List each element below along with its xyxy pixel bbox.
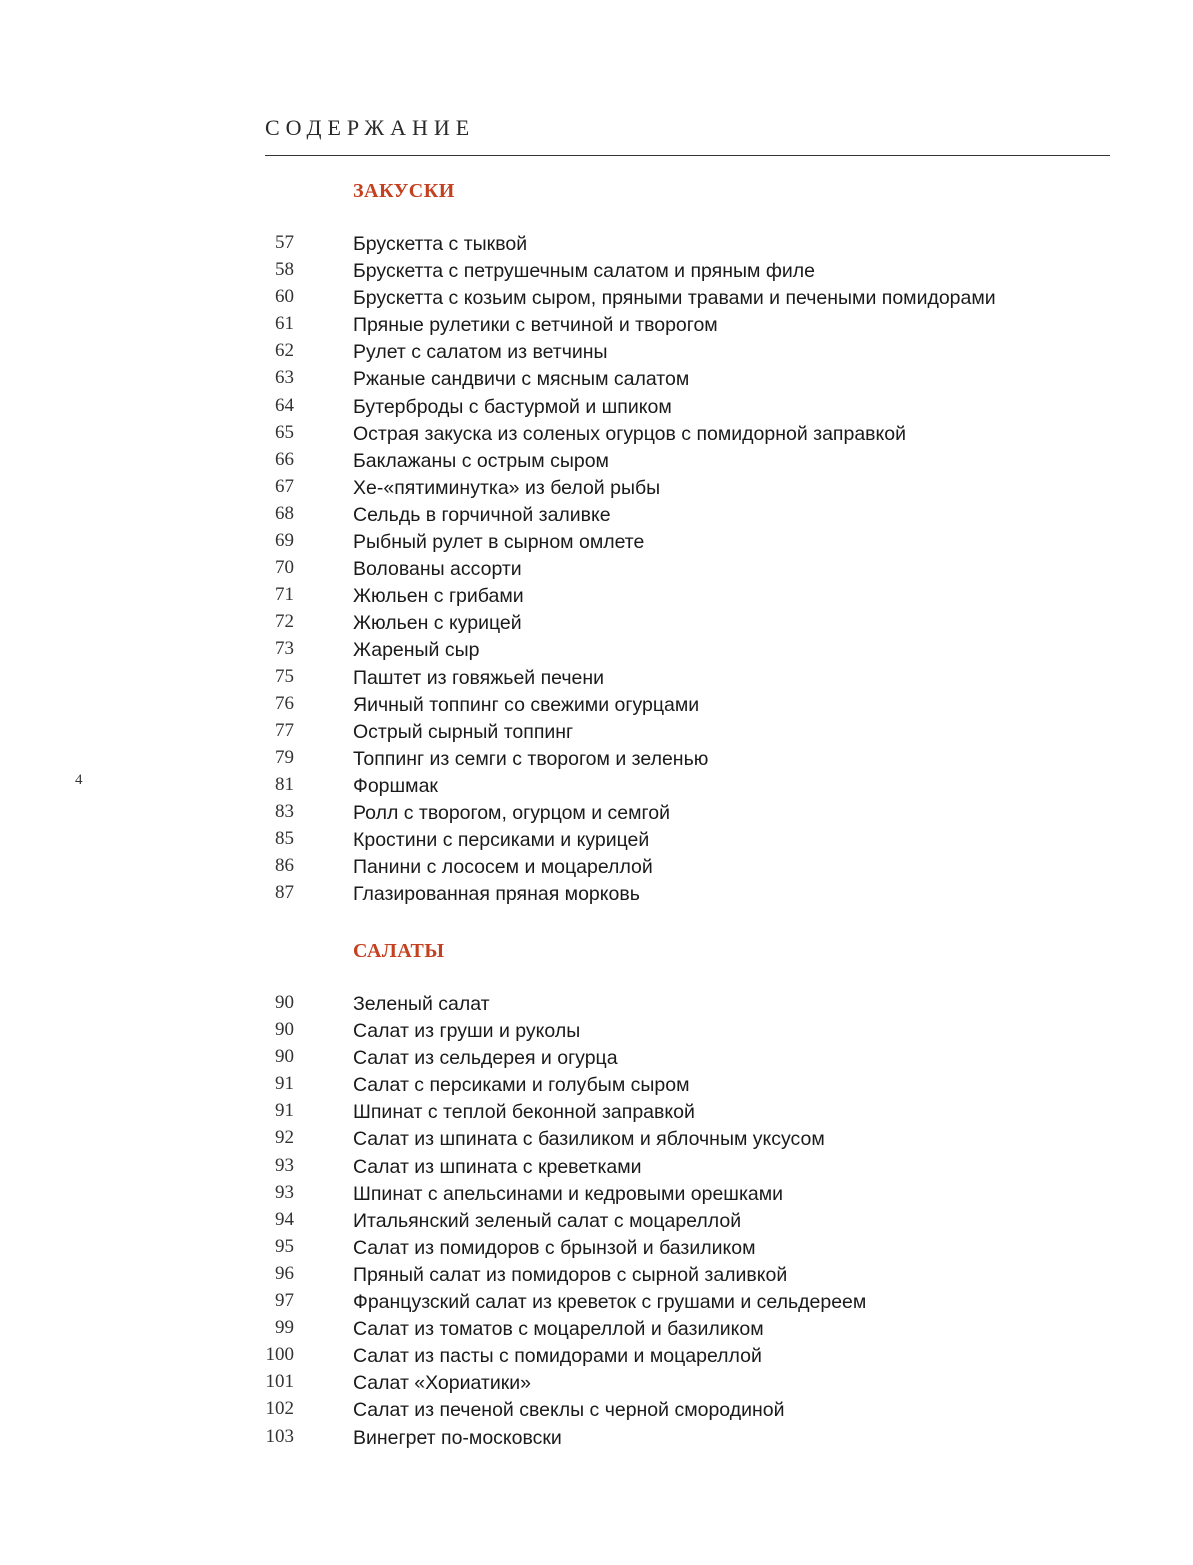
toc-page-number: 100 <box>265 1344 294 1366</box>
toc-entry-title: Салат из помидоров с брынзой и базиликом <box>353 1236 756 1259</box>
toc-page-number: 93 <box>275 1181 294 1203</box>
toc-entry-title: Форшмак <box>353 774 438 797</box>
toc-page-number: 69 <box>275 530 294 552</box>
toc-entry-title: Рыбный рулет в сырном омлете <box>353 531 645 554</box>
toc-page-number: 75 <box>275 665 294 687</box>
toc-page-number: 79 <box>275 746 294 768</box>
toc-entry-title: Салат «Хориатики» <box>353 1372 532 1395</box>
toc-entry-title: Яичный топпинг со свежими огурцами <box>353 693 700 716</box>
toc-entry[interactable] <box>0 286 1193 313</box>
toc-entry[interactable] <box>0 340 1193 367</box>
toc-entry-title: Шпинат с апельсинами и кедровыми орешками <box>353 1182 784 1205</box>
page-title: СОДЕРЖАНИЕ <box>265 115 476 140</box>
toc-entry[interactable] <box>0 259 1193 286</box>
toc-entry[interactable] <box>0 747 1193 774</box>
section-heading: ЗАКУСКИ <box>353 180 455 202</box>
toc-page-number: 103 <box>265 1425 294 1447</box>
toc-entry-title: Салат из груши и руколы <box>353 1020 581 1043</box>
toc-page-number: 70 <box>275 557 294 579</box>
toc-page-number: 67 <box>275 475 294 497</box>
toc-page-number: 87 <box>275 882 294 904</box>
toc-entry[interactable] <box>0 1046 1193 1073</box>
toc-entry-title: Глазированная пряная морковь <box>353 883 640 906</box>
toc-entry[interactable] <box>0 449 1193 476</box>
toc-entry[interactable] <box>0 1290 1193 1317</box>
toc-page-number: 83 <box>275 800 294 822</box>
toc-entry[interactable] <box>0 1263 1193 1290</box>
toc-entry[interactable] <box>0 1344 1193 1371</box>
toc-page-number: 99 <box>275 1317 294 1339</box>
toc-page-number: 97 <box>275 1290 294 1312</box>
toc-list <box>0 992 1193 1453</box>
toc-entry-title: Итальянский зеленый салат с моцареллой <box>353 1209 742 1232</box>
toc-page-number: 62 <box>275 340 294 362</box>
toc-page-number: 86 <box>275 855 294 877</box>
toc-page-number: 61 <box>275 313 294 335</box>
toc-page-number: 63 <box>275 367 294 389</box>
toc-entry[interactable] <box>0 1209 1193 1236</box>
toc-page-number: 64 <box>275 394 294 416</box>
toc-entry-title: Бутерброды с бастурмой и шпиком <box>353 395 672 418</box>
toc-entry-title: Ржаные сандвичи с мясным салатом <box>353 368 690 391</box>
toc-entry-title: Брускетта с козьим сыром, пряными травами и печеными помидорами <box>353 287 996 310</box>
toc-entry-title: Острая закуска из соленых огурцов с помидорной заправкой <box>353 422 907 445</box>
toc-page-number: 77 <box>275 719 294 741</box>
toc-entry-title: Шпинат с теплой беконной заправкой <box>353 1101 695 1124</box>
toc-entry[interactable] <box>0 1019 1193 1046</box>
toc-entry-title: Зеленый салат <box>353 993 490 1015</box>
toc-page-number: 81 <box>275 773 294 795</box>
toc-entry[interactable] <box>0 1182 1193 1209</box>
toc-entry-title: Сельдь в горчичной заливке <box>353 503 611 526</box>
toc-entry[interactable] <box>0 992 1193 1019</box>
toc-entry-title: Рулет с салатом из ветчины <box>353 341 608 364</box>
toc-entry[interactable] <box>0 1317 1193 1344</box>
toc-entry[interactable] <box>0 611 1193 638</box>
toc-entry[interactable] <box>0 693 1193 720</box>
toc-entry-title: Пряные рулетики с ветчиной и творогом <box>353 314 718 337</box>
toc-entry-title: Пряный салат из помидоров с сырной заливкой <box>353 1263 788 1286</box>
toc-page-number: 90 <box>275 992 294 1013</box>
toc-entry-title: Салат из сельдерея и огурца <box>353 1047 618 1070</box>
toc-page-number: 73 <box>275 638 294 660</box>
toc-page-number: 65 <box>275 421 294 443</box>
toc-page-number: 68 <box>275 502 294 524</box>
toc-page-number: 72 <box>275 611 294 633</box>
toc-entry-title: Салат из печеной свеклы с черной смородиной <box>353 1399 785 1422</box>
toc-entry-title: Французский салат из креветок с грушами и сельдереем <box>353 1291 867 1314</box>
toc-page-number: 90 <box>275 1019 294 1041</box>
toc-entry-title: Жюльен с грибами <box>353 585 524 608</box>
toc-entry[interactable] <box>0 422 1193 449</box>
toc-page-number: 93 <box>275 1154 294 1176</box>
toc-entry-title: Топпинг из семги с творогом и зеленью <box>353 747 709 770</box>
toc-entry[interactable] <box>0 1127 1193 1154</box>
toc-page-number: 90 <box>275 1046 294 1068</box>
toc-entry[interactable] <box>0 557 1193 584</box>
toc-page-number: 85 <box>275 828 294 850</box>
toc-entry[interactable] <box>0 1073 1193 1100</box>
toc-entry[interactable] <box>0 1398 1193 1425</box>
toc-page-number: 95 <box>275 1235 294 1257</box>
toc-entry[interactable] <box>0 367 1193 394</box>
toc-page-number: 91 <box>275 1100 294 1122</box>
toc-page-number: 58 <box>275 259 294 281</box>
toc-entry[interactable] <box>0 1155 1193 1182</box>
toc-page-number: 76 <box>275 692 294 714</box>
toc-list <box>0 232 1193 909</box>
toc-page-number: 102 <box>265 1398 294 1420</box>
toc-entry-title: Хе-«пятиминутка» из белой рыбы <box>353 476 661 499</box>
toc-entry-title: Баклажаны с острым сыром <box>353 449 609 472</box>
toc-page-number: 92 <box>275 1127 294 1149</box>
section-heading: САЛАТЫ <box>353 940 445 962</box>
toc-entry[interactable] <box>0 232 1193 259</box>
toc-entry[interactable] <box>0 801 1193 828</box>
toc-entry[interactable] <box>0 584 1193 611</box>
toc-entry-title: Паштет из говяжьей печени <box>353 666 605 689</box>
toc-page-number: 96 <box>275 1262 294 1284</box>
toc-entry[interactable] <box>0 638 1193 665</box>
toc-entry[interactable] <box>0 476 1193 503</box>
toc-entry[interactable] <box>0 666 1193 693</box>
toc-entry-title: Брускетта с тыквой <box>353 233 528 255</box>
toc-entry-title: Волованы ассорти <box>353 558 522 581</box>
toc-entry-title: Салат из шпината с базиликом и яблочным уксусом <box>353 1128 825 1151</box>
toc-entry-title: Панини с лососем и моцареллой <box>353 856 653 879</box>
toc-page-number: 57 <box>275 232 294 253</box>
toc-entry[interactable] <box>0 503 1193 530</box>
toc-entry[interactable] <box>0 1100 1193 1127</box>
toc-entry-title: Винегрет по-московски <box>353 1426 562 1449</box>
toc-entry[interactable] <box>0 530 1193 557</box>
toc-entry[interactable] <box>0 1426 1193 1453</box>
toc-page-number: 91 <box>275 1073 294 1095</box>
toc-entry-title: Ролл с творогом, огурцом и семгой <box>353 801 670 824</box>
toc-entry[interactable] <box>0 720 1193 747</box>
toc-entry-title: Салат из томатов с моцареллой и базиликом <box>353 1318 764 1341</box>
toc-entry[interactable] <box>0 1371 1193 1398</box>
title-divider <box>265 155 1110 156</box>
toc-entry-title: Салат из пасты с помидорами и моцареллой <box>353 1345 762 1368</box>
toc-page-number: 94 <box>275 1208 294 1230</box>
toc-entry-title: Острый сырный топпинг <box>353 720 574 743</box>
toc-entry[interactable] <box>0 395 1193 422</box>
toc-entry-title: Кростини с персиками и курицей <box>353 829 650 852</box>
toc-entry[interactable] <box>0 828 1193 855</box>
toc-page-number: 60 <box>275 286 294 308</box>
toc-page-number: 71 <box>275 584 294 606</box>
toc-entry[interactable] <box>0 855 1193 882</box>
toc-page-number: 66 <box>275 448 294 470</box>
toc-entry[interactable] <box>0 882 1193 909</box>
toc-page-number: 101 <box>265 1371 294 1393</box>
toc-entry-title: Салат с персиками и голубым сыром <box>353 1074 690 1097</box>
page-number: 4 <box>75 772 83 788</box>
toc-entry-title: Салат из шпината с креветками <box>353 1155 642 1178</box>
toc-entry[interactable] <box>0 313 1193 340</box>
toc-entry[interactable] <box>0 774 1193 801</box>
toc-entry-title: Жюльен с курицей <box>353 612 522 635</box>
toc-entry-title: Брускетта с петрушечным салатом и пряным филе <box>353 260 815 283</box>
toc-entry-title: Жареный сыр <box>353 639 480 662</box>
toc-entry[interactable] <box>0 1236 1193 1263</box>
